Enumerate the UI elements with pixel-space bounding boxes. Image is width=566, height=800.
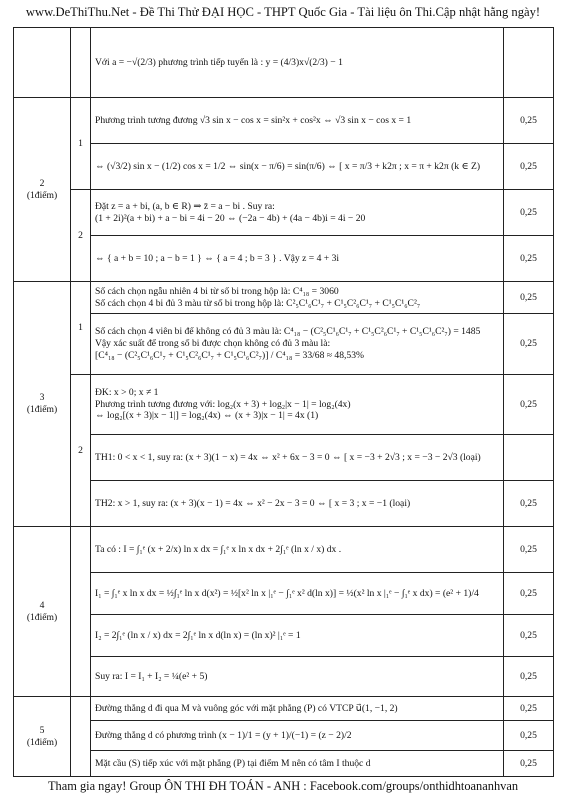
answer-row xyxy=(14,98,554,144)
page-header: www.DeThiThu.Net - Đề Thi Thử ĐẠI HỌC - THPT Quốc Gia - Tài liệu ôn Thi.Cập nhật hằng ngày! xyxy=(25,5,541,19)
solution-content xyxy=(91,98,504,144)
solution-content xyxy=(91,236,504,282)
sub-question-number xyxy=(71,28,91,98)
question-number: 2 (1điểm) xyxy=(14,98,71,282)
answer-row xyxy=(14,28,554,98)
solution-line: I₁ = ∫₁ᵉ x ln x dx = ½∫₁ᵉ ln x d(x²) = ½[x² ln x |₁ᵉ − ∫₁ᵉ x² d(ln x)] = ½(x² ln x |₁ᵉ − ∫₁ᵉ x dx) = (e² + 1)/4 xyxy=(95,587,479,599)
solution-line: Vậy xác suất để trong số bi được chọn không có đủ 3 màu là: xyxy=(95,338,331,349)
sub-question-number xyxy=(71,697,91,777)
solution-content xyxy=(91,527,504,573)
solution-content xyxy=(91,721,504,751)
solution-line: Đường thẳng d đi qua M và vuông góc với mặt phẳng (P) có VTCP u⃗(1, −1, 2) xyxy=(95,702,398,714)
answer-row xyxy=(14,435,554,481)
solution-content xyxy=(91,615,504,657)
answer-row xyxy=(14,190,554,236)
score-cell: 0,25 xyxy=(504,615,554,657)
solution-line: Ta có : I = ∫₁ᵉ (x + 2/x) ln x dx = ∫₁ᵉ x ln x dx + 2∫₁ᵉ (ln x / x) dx . xyxy=(95,543,342,555)
solution-content xyxy=(91,657,504,697)
solution-content xyxy=(91,28,504,98)
sub-question-number: 2 xyxy=(71,190,91,282)
solution-line: Mặt cầu (S) tiếp xúc với mặt phẳng (P) tại điểm M nên có tâm I thuộc d xyxy=(95,757,371,769)
solution-line: Với a = −√(2/3) phương trình tiếp tuyến là : y = (4/3)x√(2/3) − 1 xyxy=(95,56,343,68)
score-cell: 0,25 xyxy=(504,98,554,144)
solution-line: Đặt z = a + bi, (a, b ∈ R) ⇒ z̄ = a − bi . Suy ra: xyxy=(95,200,275,212)
score-cell: 0,25 xyxy=(504,573,554,615)
solution-content xyxy=(91,375,504,435)
solution-line: TH1: 0 < x < 1, suy ra: (x + 3)(1 − x) = 4x ⇔ x² + 6x − 3 = 0 ⇔ [ x = −3 + 2√3 ; x = −3 − 2√3 (loại) xyxy=(95,451,481,463)
score-cell: 0,25 xyxy=(504,697,554,721)
solution-line: Số cách chọn 4 bi đủ 3 màu từ số bi trong hộp là: C²₅C¹₆C¹₇ + C¹₅C²₆C¹₇ + C¹₅C¹₆C²₇ xyxy=(95,297,421,309)
answer-row xyxy=(14,282,554,314)
answer-row xyxy=(14,375,554,435)
answer-row xyxy=(14,573,554,615)
solution-line: ĐK: x > 0; x ≠ 1 xyxy=(95,386,159,398)
solution-content xyxy=(91,435,504,481)
solution-line: Đường thẳng d có phương trình (x − 1)/1 = (y + 1)/(−1) = (z − 2)/2 xyxy=(95,729,352,741)
score-cell: 0,25 xyxy=(504,282,554,314)
answer-row xyxy=(14,314,554,375)
solution-line: ⇔ log₂[(x + 3)|x − 1|] = log₂(4x) ⇔ (x + 3)|x − 1| = 4x (1) xyxy=(95,410,319,422)
solution-line: Số cách chọn 4 viên bi để không có đủ 3 màu là: C⁴₁₈ − (C²₅C¹₆C¹₇ + C¹₅C²₆C¹₇ + C¹₅C¹₆C²₇) = 1485 xyxy=(95,326,481,338)
answer-row xyxy=(14,481,554,527)
answer-row xyxy=(14,144,554,190)
question-number: 4 (1điểm) xyxy=(14,527,71,697)
answer-table xyxy=(13,27,554,777)
score-cell: 0,25 xyxy=(504,527,554,573)
score-cell: 0,25 xyxy=(504,481,554,527)
solution-content xyxy=(91,481,504,527)
solution-content xyxy=(91,697,504,721)
solution-line: Phương trình tương đương với: log₂(x + 3) + log₂|x − 1| = log₂(4x) xyxy=(95,398,351,410)
sub-question-number xyxy=(71,527,91,697)
score-cell: 0,25 xyxy=(504,190,554,236)
answer-row xyxy=(14,697,554,721)
answer-row xyxy=(14,236,554,282)
sub-question-number: 1 xyxy=(71,282,91,375)
sub-question-number: 1 xyxy=(71,98,91,190)
score-cell: 0,25 xyxy=(504,721,554,751)
question-number xyxy=(14,28,71,98)
score-cell: 0,25 xyxy=(504,751,554,777)
score-cell: 0,25 xyxy=(504,375,554,435)
answer-row xyxy=(14,615,554,657)
score-cell: 0,25 xyxy=(504,314,554,375)
solution-line: (1 + 2i)²(a + bi) + a − bi = 4i − 20 ⇔ (−2a − 4b) + (4a − 4b)i = 4i − 20 xyxy=(95,212,366,224)
solution-line: TH2: x > 1, suy ra: (x + 3)(x − 1) = 4x ⇔ x² − 2x − 3 = 0 ⇔ [ x = 3 ; x = −1 (loại) xyxy=(95,497,411,509)
score-cell xyxy=(504,435,554,481)
solution-content xyxy=(91,190,504,236)
solution-line: Số cách chọn ngẫu nhiên 4 bi từ số bi trong hộp là: C⁴₁₈ = 3060 xyxy=(95,285,339,297)
solution-content xyxy=(91,314,504,375)
answer-row xyxy=(14,721,554,751)
sub-question-number: 2 xyxy=(71,375,91,527)
solution-content xyxy=(91,144,504,190)
solution-line: Phương trình tương đương √3 sin x − cos x = sin²x + cos²x ⇔ √3 sin x − cos x = 1 xyxy=(95,114,412,126)
solution-line: I₂ = 2∫₁ᵉ (ln x / x) dx = 2∫₁ᵉ ln x d(ln x) = (ln x)² |₁ᵉ = 1 xyxy=(95,629,301,641)
score-cell xyxy=(504,28,554,98)
question-number: 5 (1điểm) xyxy=(14,697,71,777)
solution-content xyxy=(91,573,504,615)
question-number: 3 (1điểm) xyxy=(14,282,71,527)
solution-line: ⇔ (√3/2) sin x − (1/2) cos x = 1/2 ⇔ sin(x − π/6) = sin(π/6) ⇔ [ x = π/3 + k2π ; x = π + k2π (k ∈ Z) xyxy=(95,160,481,172)
solution-line: ⇔ { a + b = 10 ; a − b = 1 } ⇔ { a = 4 ; b = 3 } . Vậy z = 4 + 3i xyxy=(95,252,340,264)
solution-line: [C⁴₁₈ − (C²₅C¹₆C¹₇ + C¹₅C²₆C¹₇ + C¹₅C¹₆C²₇)] / C⁴₁₈ = 33/68 ≈ 48,53% xyxy=(95,349,365,361)
answer-row xyxy=(14,657,554,697)
score-cell: 0,25 xyxy=(504,144,554,190)
answer-row xyxy=(14,527,554,573)
score-cell: 0,25 xyxy=(504,236,554,282)
score-cell: 0,25 xyxy=(504,657,554,697)
solution-content xyxy=(91,282,504,314)
page-footer: Tham gia ngay! Group ÔN THI ĐH TOÁN - ANH : Facebook.com/groups/onthidhtoananhvan xyxy=(47,779,519,793)
solution-line: Suy ra: I = I₁ + I₂ = ¼(e² + 5) xyxy=(95,670,208,682)
